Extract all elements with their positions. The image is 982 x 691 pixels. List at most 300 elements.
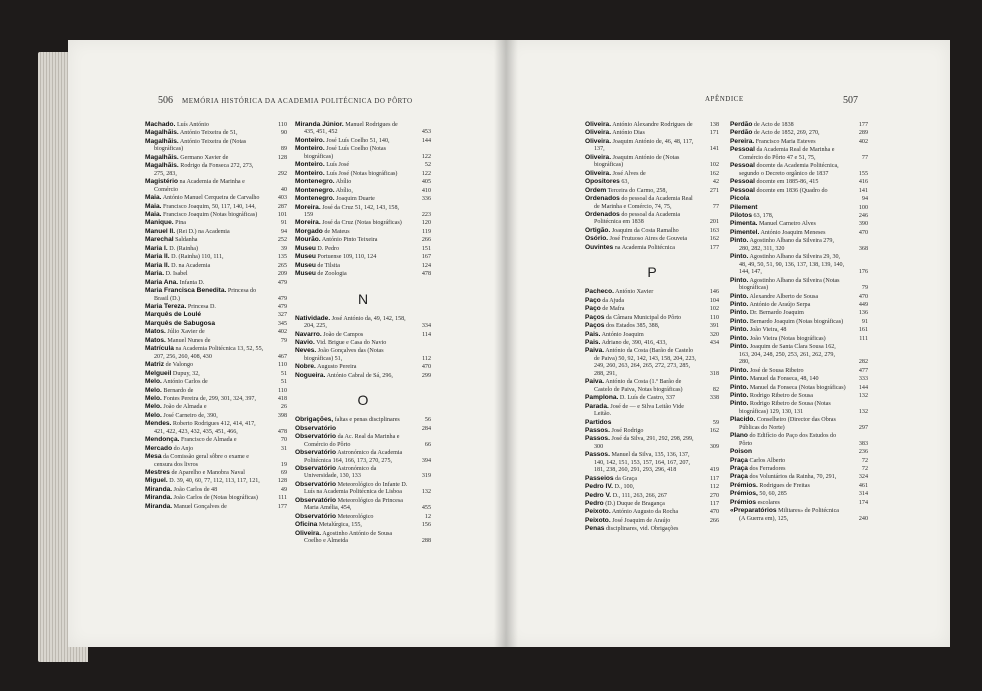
entry-text: de Acto de 1838 [753,122,794,128]
section-letter-p: P [647,264,657,281]
entry-heading: Oliveira. [585,121,612,128]
entry-page-ref: 117 [710,501,719,508]
index-n [295,315,431,381]
entry-heading: Nogueira. [295,371,326,379]
entry-text: Manuel da Fonseca, 48, 140 [749,376,819,383]
index-entry [295,331,431,339]
entry-text: D. (Rainha) 110, 111, [171,254,224,261]
index-entry [145,320,287,328]
entry-heading: Miranda Júnior. [295,121,344,128]
entry-page-ref: 136 [858,310,868,317]
entry-heading: Maria. [145,270,165,278]
entry-heading: Oliveira. [585,169,612,177]
left-running-head [158,95,413,106]
index-entry [295,178,431,186]
entry-text: Francisco Joaquim (Notas biográficas) [163,211,258,218]
index-entry [145,121,287,129]
index-entry [730,400,868,416]
entry-heading: Pinto. [730,300,749,308]
entry-text: D., 111, 263, 266, 267 [612,492,667,499]
entry-page-ref: 479 [277,279,287,286]
entry-text: Rodrigo da Fonseca 272, 273, 275, 283, [154,163,254,177]
index-entry [295,339,431,347]
entry-text: Militares» de Politécnica (A Guerra em), 125, [739,508,839,522]
entry-heading: Pais. [585,338,601,346]
entry-page-ref: 284 [421,425,431,432]
entry-heading: Ordenados [585,210,620,218]
entry-heading: Observatório [295,433,337,441]
entry-text: de Mateus [324,228,350,235]
index-entry [145,345,287,361]
entry-heading: Miranda. [145,502,173,510]
index-entry [585,331,719,339]
index-entry [730,432,868,448]
entry-page-ref: 479 [277,295,287,302]
entry-heading: Maria I. [145,244,168,252]
entry-heading: Paço [585,296,601,304]
index-entry [585,378,719,394]
index-entry [295,433,431,449]
index-entry [145,311,287,319]
entry-text: dos Estados 385, 388, [605,323,660,330]
entry-heading: Ouvintes [585,243,614,251]
index-entry [585,121,719,129]
entry-text: José da Cruz 51, 142, 143, 158, 159 [304,204,400,218]
entry-heading: Marechal [145,236,174,244]
index-entry [730,121,868,129]
entry-heading: Montenegro. [295,178,335,186]
entry-heading: Paiva. [585,378,605,386]
entry-page-ref: 90 [280,130,287,137]
entry-page-ref: 122 [421,170,431,177]
entry-text: da Comissão geral sôbre o exame e censura dos livros [154,454,249,468]
entry-page-ref: 271 [709,187,719,194]
entry-heading: Melo. [145,378,162,386]
entry-page-ref: 128 [277,478,287,485]
entry-text: (D.) Duque de Bragança [605,501,665,508]
entry-text: Agostinho Albano da Silveira 29, 30, 48, 49, 50, 51, 90, 136, 137, 138, 139, 140, 144, 147, [739,254,845,276]
entry-page-ref: 104 [709,297,719,304]
index-entry [585,211,719,227]
entry-heading: Maria Francisca Benedita. [145,287,227,295]
entry-page-ref: 102 [709,162,719,169]
entry-text: do Edifício do Paço dos Estudos do Pôrto [739,433,837,447]
entry-heading: Perdão [730,121,753,128]
entry-text: Rodrigo Ribeiro de Sousa [749,392,813,399]
index-entry [295,137,431,145]
right-page-number-wrap [843,95,858,106]
entry-text: de Zoologia [317,271,347,278]
entry-heading: Pinto. [730,253,749,261]
entry-heading: Oliveira. [585,153,612,161]
index-entry [145,361,287,369]
entry-heading: Manique. [145,219,174,227]
entry-heading: Magalhãis. [145,153,179,161]
entry-page-ref: 320 [709,331,719,338]
entry-heading: Montenegro. [295,195,335,203]
entry-page-ref: 162 [709,170,719,177]
entry-page-ref: 39 [280,245,287,252]
entry-heading: Melo. [145,403,162,411]
entry-page-ref: 297 [858,424,868,431]
entry-page-ref: 138 [709,122,719,128]
entry-heading: Pinto. [730,343,749,351]
entry-page-ref: 434 [709,339,719,346]
entry-page-ref: 59 [712,419,719,426]
entry-text: José Joaquim de Araújo [612,517,671,524]
entry-page-ref: 461 [858,482,868,489]
entry-page-ref: 246 [858,212,868,219]
entry-heading: Plano [730,432,748,440]
entry-text: Astronómico da Universidade, 130, 133 [304,465,377,480]
entry-heading: Pinto. [730,309,749,317]
entry-heading: Mercado [145,444,173,452]
entry-heading: Matrícula [145,345,174,353]
entry-heading: Pais. [585,330,601,338]
index-entry [730,178,868,186]
entry-page-ref: 390 [858,221,868,228]
entry-page-ref: 394 [421,457,431,464]
index-entry [295,465,431,481]
entry-text: dos Ferradores [749,466,786,473]
index-entry [730,187,868,195]
entry-page-ref: 135 [277,254,287,261]
entry-heading: «Preparatórios [730,507,777,515]
index-entry [295,204,431,220]
entry-text: José Rodrigo [611,427,644,434]
entry-text: Portuense 109, 110, 124 [317,254,377,261]
entry-heading: Magalhãis. [145,137,179,145]
index-entry [585,187,719,195]
index-entry [585,492,719,500]
index-entry [145,303,287,311]
entry-text: da Ac. Real da Marinha e Comércio do Pôrto [304,434,400,448]
entry-text: Joaquim António de, 46, 48, 117, 137, [594,138,694,153]
index-entry [145,328,287,336]
entry-text: Augusto Pereira [317,364,357,371]
entry-heading: Ordenados [585,195,620,203]
entry-page-ref: 144 [858,384,868,391]
index-entry [730,195,868,203]
index-entry [145,477,287,485]
index-entry [145,279,287,287]
index-entry [295,372,431,380]
entry-page-ref: 336 [421,196,431,203]
entry-page-ref: 156 [421,522,431,529]
index-entry [295,315,431,331]
entry-page-ref: 110 [710,314,719,321]
entry-heading: Parada. [585,402,609,410]
index-entry [145,211,287,219]
entry-heading: Pessoal [730,146,755,154]
entry-page-ref: 318 [709,370,719,377]
entry-heading: Ordem [585,186,607,194]
index-entry [585,235,719,243]
index-entry [145,245,287,253]
entry-text: António Alexandre Rodrigues de [612,122,693,128]
index-entry [295,521,431,529]
entry-heading: Observatório [295,449,337,457]
left-column-1 [145,121,287,511]
entry-page-ref: 334 [421,323,431,330]
index-entry [585,403,719,419]
entry-heading: Pedro [585,500,604,508]
entry-text: na Academia Politécnica 13, 52, 55, 207, 256, 260, 408, 430 [154,346,264,360]
entry-heading: Peixoto. [585,508,611,516]
entry-text: Bernardo Joaquim (Notas biográficas) [749,318,844,325]
entry-text: disciplinares, vid. Obrigações [605,526,679,533]
entry-text: José de — e Silva Leitão Vide Leitão. [594,403,685,418]
entry-heading: Magalhãis. [145,162,179,170]
entry-text: Astronómico da Academia Politécnica 164, 166, 173, 270, 275, [304,450,403,464]
entry-heading: Mesa [145,453,162,461]
index-entry [730,138,868,146]
index-entry [295,416,431,424]
index-entry [145,486,287,494]
index-entry [145,287,287,303]
entry-page-ref: 72 [861,466,868,473]
index-entry [585,339,719,347]
index-entry [730,375,868,383]
index-entry [295,497,431,513]
index-entry [295,347,431,363]
index-entry [730,318,868,326]
entry-text: Meteorológico da Princesa Maria Amélia, 454, [304,497,403,512]
index-entry [295,195,431,203]
index-entry [295,481,431,497]
index-entry [295,228,431,236]
entry-heading: Melo. [145,394,162,402]
entry-text: Francisco Joaquim, 50, 117, 140, 144, [163,203,256,210]
entry-heading: Monteiro. [295,161,325,169]
entry-heading: Oficina [295,521,318,529]
index-entry [585,129,719,137]
entry-heading: Maria Tereza. [145,302,187,310]
index-entry [295,513,431,521]
index-entry [730,507,868,523]
entry-page-ref: 470 [858,229,868,236]
index-p [585,288,719,534]
entry-page-ref: 405 [421,179,431,186]
index-m-continued [295,121,431,279]
index-entry [585,138,719,154]
index-entry [145,138,287,154]
index-entry [295,425,431,433]
index-entry [145,162,287,178]
entry-text: de Acto de 1852, 269, 270, [753,130,820,137]
entry-page-ref: 124 [421,262,431,269]
entry-page-ref: 110 [278,387,287,394]
index-entry [295,161,431,169]
index-entry [730,482,868,490]
entry-page-ref: 223 [421,211,431,218]
entry-page-ref: 324 [858,474,868,481]
index-entry [585,347,719,378]
entry-text: José Luís Coelho (Notas biográficas) [304,146,386,160]
entry-page-ref: 31 [280,445,287,452]
entry-page-ref: 292 [277,170,287,177]
entry-heading: Pinto. [730,366,749,374]
entry-page-ref: 479 [277,303,287,310]
entry-text: Meteorológico [337,513,374,520]
index-entry [145,395,287,403]
entry-text: João de Almada e [163,404,207,411]
index-entry [730,465,868,473]
entry-heading: Oliveira. [295,529,322,537]
entry-text: José de Sousa Ribeiro [749,367,804,374]
entry-text: da Câmara Municipal do Pôrto [605,314,682,321]
index-entry [730,204,868,212]
index-entry [145,387,287,395]
index-entry [145,129,287,137]
entry-heading: Melgueil [145,369,172,377]
entry-text: Manuel Nunes de [167,337,211,344]
entry-text: António Xavier [615,289,654,296]
entry-heading: Pinto. [730,237,749,245]
entry-text: D. na Academia [171,262,211,269]
entry-text: Agostinho Albano da Silveira (Notas biográficas) [739,277,840,292]
entry-text: António Joaquim [601,331,644,338]
entry-page-ref: 162 [709,236,719,243]
entry-page-ref: 26 [280,404,287,411]
entry-text: António Teixeira de 51, [179,130,238,137]
entry-text: da Graça [615,475,637,482]
entry-text: António da Costa (Barão de Castelo de Paiva) 50, 92, 142, 143, 158, 204, 223, 249, 260, 263, 264, 265, 272, 273, 285, 288, 291, [594,348,697,377]
entry-page-ref: 94 [280,228,287,235]
index-entry [730,212,868,220]
entry-text: na Academia Politécnica [614,244,675,251]
right-running-head [705,95,744,103]
entry-text: Joaquim Duarte [336,196,375,203]
entry-heading: Mourão. [295,236,321,244]
entry-text: António de Araújo Serpa [749,301,811,308]
right-page [506,40,950,647]
entry-heading: Pilotos [730,211,752,219]
entry-heading: Praça [730,465,748,473]
index-entry [145,228,287,236]
index-entry [585,244,719,252]
index-entry [730,220,868,228]
index-entry [145,412,287,420]
index-entry [145,203,287,211]
index-entry [295,245,431,253]
entry-page-ref: 141 [858,187,868,194]
entry-page-ref: 155 [858,170,868,177]
entry-text: António Joaquim Meneses [760,229,826,236]
index-entry [585,483,719,491]
index-entry [730,237,868,253]
index-entry [585,322,719,330]
entry-text: António Teixeira de (Notas biográficas) [154,138,247,153]
entry-page-ref: 171 [709,130,719,137]
index-entry [730,293,868,301]
index-entry [730,253,868,276]
entry-heading: Oliveira. [585,129,612,137]
index-entry [585,288,719,296]
entry-page-ref: 455 [421,505,431,512]
entry-page-ref: 236 [858,449,868,456]
index-entry [295,253,431,261]
right-column-1 [585,121,719,534]
entry-page-ref: 410 [421,187,431,194]
entry-text: António Augusto da Rocha [611,509,679,516]
entry-text: D. Isabel [165,271,188,278]
entry-text: Dr. Bernardo Joaquim [749,310,804,317]
entry-text: de Aparelho e Manobra Naval [171,470,245,477]
entry-text: dos Voluntários da Rainha, 70, 291, [749,474,837,481]
entry-text: Rodrigues de Freitas [759,482,810,489]
entry-heading: Mendonça. [145,436,180,444]
index-entry [585,195,719,211]
index-entry [295,363,431,371]
entry-text: Vid. Brigue e Casa do Navio [316,339,387,346]
entry-page-ref: 201 [709,219,719,226]
entry-text: Meteorológico do Infante D. Luís na Academia Politécnica de Lisboa [304,481,408,496]
entry-page-ref: 391 [709,323,719,330]
entry-heading: Ortigão. [585,226,611,234]
entry-heading: Passos. [585,435,610,443]
entry-page-ref: 161 [858,327,868,334]
entry-page-ref: 112 [710,484,719,491]
entry-text: D., 100, [614,484,635,491]
index-entry [145,378,287,386]
entry-heading: Pinto. [730,400,749,408]
entry-text: Manuel da Fonseca (Notas biográficas) [749,384,846,391]
entry-heading: Observatório [295,424,337,432]
entry-text: Princesa D. [187,303,216,310]
entry-heading: Maria II. [145,253,170,261]
entry-text: Bernardo de [163,387,194,394]
entry-text: Carlos Alberto [749,457,786,464]
entry-text: Abílio [335,179,352,186]
index-entry [730,229,868,237]
index-entry [585,475,719,483]
entry-text: Fontes Pereira de, 299, 301, 324, 397, [163,395,256,402]
section-letter-o: O [357,392,369,409]
entry-text: D. (Rainha) [169,245,199,252]
entry-text: Terceira do Carmo, 258, [607,187,667,194]
index-entry [730,309,868,317]
entry-heading: Peixoto. [585,516,611,524]
entry-heading: Pinto. [730,276,749,284]
entry-page-ref: 270 [709,492,719,499]
entry-page-ref: 120 [421,220,431,227]
index-entry [730,499,868,507]
index-entry [295,262,431,270]
entry-heading: Oliveira. [585,137,612,145]
index-entry [145,445,287,453]
index-entry [585,178,719,186]
entry-page-ref: 176 [858,269,868,276]
entry-page-ref: 467 [277,353,287,360]
index-entry [145,503,287,511]
entry-page-ref: 51 [280,379,287,386]
index-entry [585,227,719,235]
entry-text: da Academia Real de Marinha e Comércio do Pôrto 47 e 51, 75, [739,147,835,161]
index-entry [295,121,431,137]
entry-page-ref: 102 [709,306,719,313]
entry-page-ref: 66 [424,441,431,448]
index-entry [730,277,868,293]
entry-heading: Navio. [295,338,315,346]
entry-page-ref: 477 [858,367,868,374]
entry-text: D. 39, 40, 60, 77, 112, 113, 117, 121, [169,478,260,485]
index-entry [145,154,287,162]
entry-page-ref: 132 [421,489,431,496]
entry-text: do Anjo [173,445,194,452]
index-entry [585,500,719,508]
index-entry [730,457,868,465]
